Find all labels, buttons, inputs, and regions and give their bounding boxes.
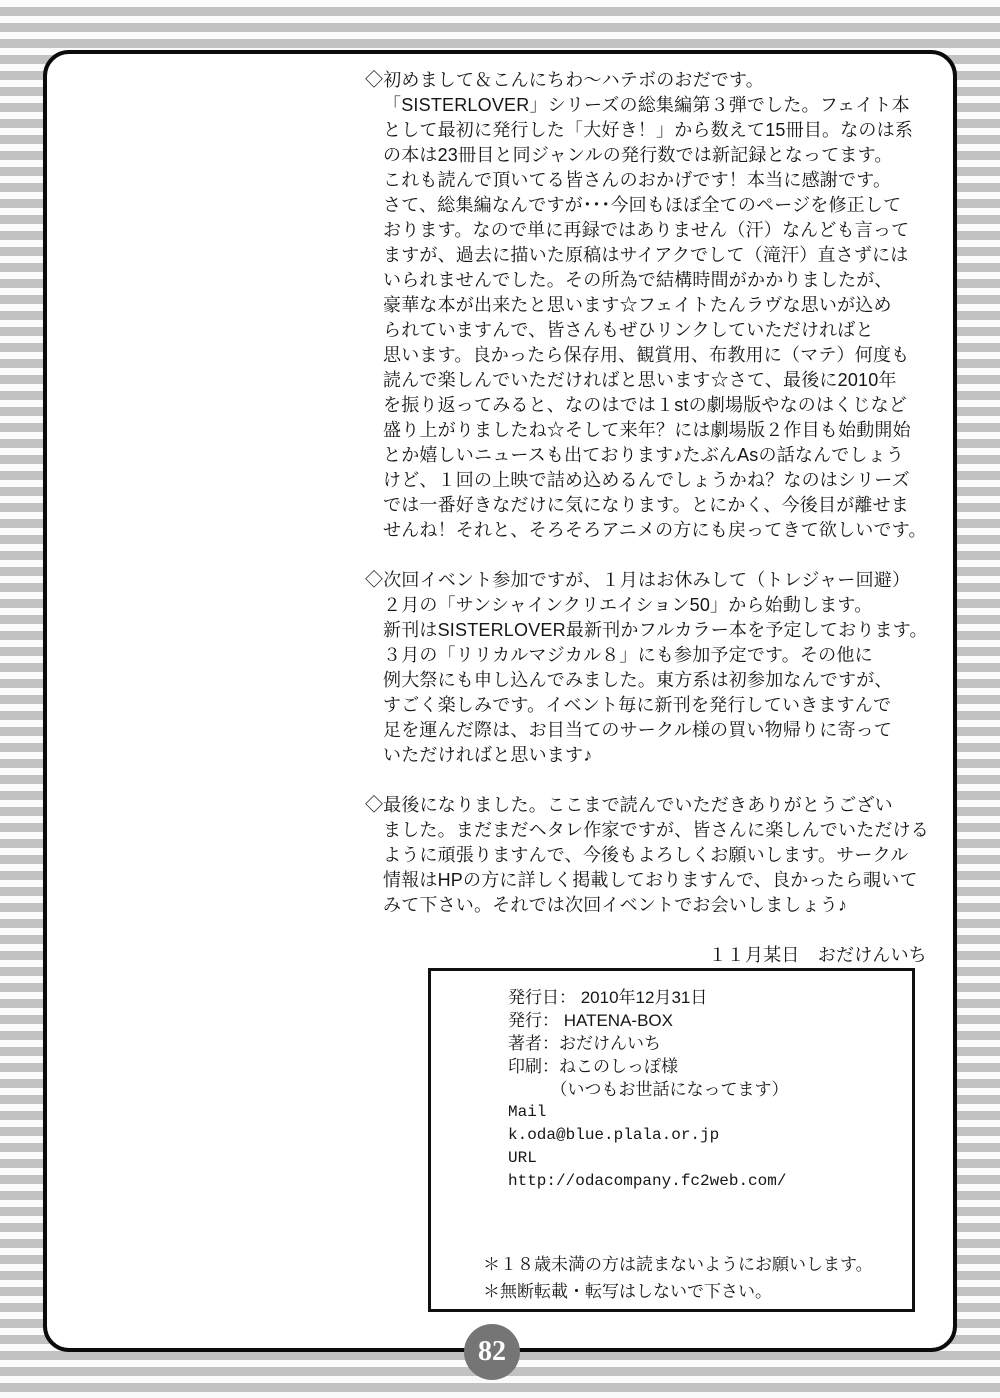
colophon-note-line: ＊１８歳未満の方は読まないようにお願いします。 [483, 1255, 873, 1274]
text-line: ◇最後になりました。ここまで読んでいただきありがとうござい [365, 795, 893, 815]
afterword-text-block [365, 68, 957, 968]
text-line: ますが、過去に描いた原稿はサイアクでして（滝汗）直さずには [383, 245, 909, 265]
text-line: 新刊はSISTERLOVER最新刊かフルカラー本を予定しております。 [383, 620, 928, 640]
text-line: ように頑張りますんで、今後もよろしくお願いします。サークル [383, 845, 909, 865]
text-line: いられませんでした。その所為で結構時間がかかりましたが、 [383, 270, 893, 290]
text-line: けど、１回の上映で詰め込めるんでしょうかね？なのはシリーズ [383, 470, 910, 490]
colophon-line: k.oda@blue.plala.or.jp [508, 1126, 720, 1144]
text-line: これも読んで頂いてる皆さんのおかげです！本当に感謝です。 [383, 170, 892, 190]
text-line: 情報はHPの方に詳しく掲載しておりますんで、良かったら覗いて [383, 870, 918, 890]
text-line: ました。まだまだヘタレ作家ですが、皆さんに楽しんでいただける [383, 820, 929, 840]
colophon-lines [508, 986, 789, 1193]
colophon-box [428, 968, 915, 1312]
text-line: の本は23冊目と同ジャンルの発行数では新記録となってます。 [383, 145, 893, 165]
colophon-note-line: ＊無断転載・転写はしないで下さい。 [483, 1282, 772, 1301]
author-signature: １１月某日 おだけんいち [708, 945, 927, 965]
text-line: を振り返ってみると、なのはでは１stの劇場版やなのはくじなど [383, 395, 907, 415]
colophon-notes [483, 1251, 873, 1305]
text-line: すごく楽しみです。イベント毎に新刊を発行していきますんで [383, 695, 892, 715]
colophon-line: 発行日： 2010年12月31日 [508, 988, 708, 1007]
page-number-badge: 82 [464, 1324, 520, 1380]
text-line: 例大祭にも申し込んでみました。東方系は初参加なんですが、 [383, 670, 893, 690]
colophon-line: URL [508, 1149, 537, 1167]
text-line: 足を運んだ際は、お目当てのサークル様の買い物帰りに寄って [383, 720, 893, 740]
text-line: 思います。良かったら保存用、観賞用、布教用に（マテ）何度も [383, 345, 910, 365]
colophon-line: 印刷：ねこのしっぽ様 [508, 1057, 678, 1076]
text-line: られていますんで、皆さんもぜひリンクしていただければと [383, 320, 874, 340]
text-line: 「SISTERLOVER」シリーズの総集編第３弾でした。フェイト本 [383, 95, 910, 115]
text-line: 読んで楽しんでいただければと思います☆さて、最後に2010年 [383, 370, 897, 390]
afterword-paragraph-1 [365, 68, 957, 543]
colophon-line: 著者：おだけんいち [508, 1034, 661, 1053]
text-line: いただければと思います♪ [383, 745, 593, 765]
text-line: ２月の「サンシャインクリエイション50」から始動します。 [383, 595, 873, 615]
colophon-line: Mail [508, 1103, 547, 1121]
text-line: せんね！それと、そろそろアニメの方にも戻ってきて欲しいです。 [383, 520, 927, 540]
afterword-paragraph-3 [365, 793, 957, 918]
text-line: おります。なので単に再録ではありません（汗）なんども言って [383, 220, 910, 240]
afterword-paragraph-2 [365, 568, 957, 768]
text-line: ３月の「リリカルマジカル８」にも参加予定です。その他に [383, 645, 873, 665]
text-line: 盛り上がりましたね☆そして来年？には劇場版２作目も始動開始 [383, 420, 911, 440]
text-line: さて、総集編なんですが･･･今回もほぼ全てのページを修正して [383, 195, 902, 215]
text-line: とか嬉しいニュースも出ております♪たぶんAsの話なんでしょう [383, 445, 905, 465]
text-line: では一番好きなだけに気になります。とにかく、今後目が離せま [383, 495, 909, 515]
text-line: ◇次回イベント参加ですが、１月はお休みして（トレジャー回避） [365, 570, 911, 590]
text-line: 豪華な本が出来たと思います☆フェイトたんラヴな思いが込め [383, 295, 892, 315]
manga-afterword-page [43, 50, 957, 1352]
text-line: ◇初めまして＆こんにちわ～ハテボのおだです。 [365, 70, 764, 90]
text-line: みて下さい。それでは次回イベントでお会いしましょう♪ [383, 895, 848, 915]
colophon-line: http://odacompany.fc2web.com/ [508, 1172, 787, 1190]
colophon-line: （いつもお世話になってます） [508, 1080, 789, 1099]
colophon-line: 発行： HATENA-BOX [508, 1011, 673, 1030]
text-line: として最初に発行した「大好き！」から数えて15冊目。なのは系 [383, 120, 914, 140]
